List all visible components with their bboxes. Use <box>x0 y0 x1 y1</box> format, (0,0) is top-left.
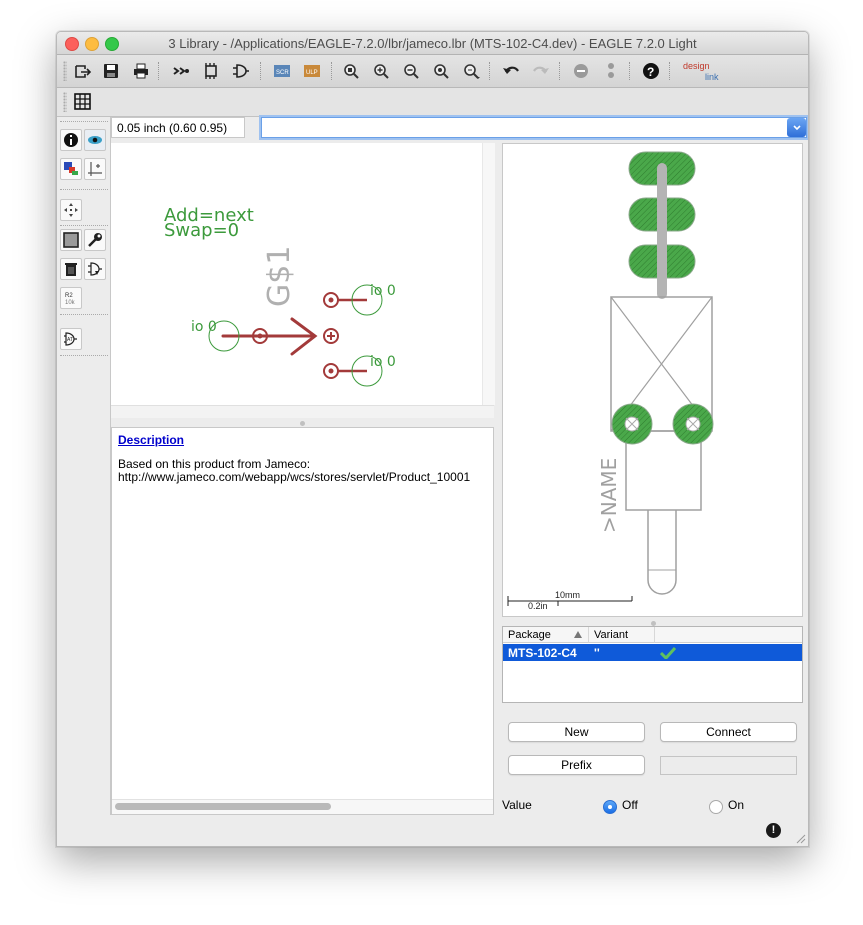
package-footprint <box>503 144 802 616</box>
palette-separator <box>60 355 108 356</box>
zoom-out-icon[interactable] <box>400 60 422 82</box>
mounting-hole-right[interactable] <box>673 404 713 444</box>
redo-icon[interactable] <box>530 60 552 82</box>
show-icon[interactable] <box>84 129 106 151</box>
table-row[interactable] <box>503 644 802 661</box>
palette-separator <box>60 189 108 190</box>
gate-name-label: G$1 <box>262 245 297 307</box>
designlink-logo[interactable] <box>681 58 731 84</box>
svg-text:10k: 10k <box>65 300 75 306</box>
help-icon[interactable] <box>640 60 662 82</box>
toolbar-separator <box>559 62 561 80</box>
title-bar <box>57 32 808 55</box>
attribute-icon[interactable] <box>60 328 82 350</box>
pin-bottom[interactable] <box>324 354 396 386</box>
value-icon[interactable] <box>60 287 82 309</box>
value-off-label[interactable]: Off <box>622 798 638 812</box>
svg-text:R2: R2 <box>65 293 73 299</box>
toolbar-separator <box>669 62 671 80</box>
toolbar-separator <box>158 62 160 80</box>
svg-text:?: ? <box>647 65 655 79</box>
splitter-handle[interactable] <box>300 421 305 426</box>
toolbar-separator <box>260 62 262 80</box>
info-icon[interactable] <box>60 129 82 151</box>
eagle-window <box>56 31 809 847</box>
zoom-fit-icon[interactable] <box>340 60 362 82</box>
coordinate-display: 0.05 inch (0.60 0.95) <box>111 117 245 138</box>
script-icon[interactable] <box>271 60 293 82</box>
redraw-icon[interactable] <box>460 60 482 82</box>
delete-icon[interactable] <box>60 258 82 280</box>
swap-level-label: Swap=0 <box>164 220 240 241</box>
prefix-button[interactable]: Prefix <box>508 755 645 775</box>
symbol-view[interactable] <box>111 143 494 417</box>
checkmark-icon <box>660 647 676 659</box>
package-view[interactable] <box>502 143 803 617</box>
status-bar <box>57 816 808 846</box>
secondary-toolbar <box>57 88 808 117</box>
palette-separator <box>60 314 108 315</box>
variant-cell: '' <box>594 646 600 660</box>
cam-icon[interactable] <box>170 60 192 82</box>
description-line: Based on this product from Jameco: <box>118 457 311 471</box>
value-on-label[interactable]: On <box>728 798 745 812</box>
column-header-connected <box>655 627 802 643</box>
board-icon[interactable] <box>200 60 222 82</box>
add-gate-icon[interactable] <box>84 258 106 280</box>
toggle-outline <box>648 510 676 594</box>
pin-label: io 0 <box>370 283 396 299</box>
zoom-select-icon[interactable] <box>430 60 452 82</box>
svg-text:design: design <box>683 61 710 71</box>
description-text <box>118 458 470 484</box>
column-header-label: Variant <box>594 629 629 641</box>
mark-icon[interactable] <box>84 158 106 180</box>
toolbar-separator <box>489 62 491 80</box>
scale-bar <box>508 590 632 611</box>
layer-display-icon[interactable] <box>60 158 82 180</box>
description-link[interactable]: Description <box>118 433 185 447</box>
group-icon[interactable] <box>60 229 82 251</box>
scrollbar-thumb[interactable] <box>115 803 331 810</box>
stop-icon[interactable] <box>570 60 592 82</box>
switch-lever <box>223 319 315 354</box>
gate-symbol <box>111 143 494 417</box>
toolbar-separator <box>331 62 333 80</box>
save-icon[interactable] <box>100 60 122 82</box>
svg-text:link: link <box>705 72 719 82</box>
tool-palette <box>57 117 111 815</box>
undo-icon[interactable] <box>500 60 522 82</box>
change-icon[interactable] <box>84 229 106 251</box>
resize-grip-icon[interactable] <box>794 832 806 844</box>
palette-separator <box>60 121 108 122</box>
scale-label-top: 10mm <box>555 590 581 600</box>
svg-text:AT: AT <box>67 337 74 343</box>
package-cell: MTS-102-C4 <box>508 646 577 660</box>
palette-separator <box>60 225 108 226</box>
sort-ascending-icon <box>574 631 582 638</box>
mounting-hole-left[interactable] <box>612 404 652 444</box>
toolbar-grip[interactable] <box>63 61 67 81</box>
chevron-down-icon <box>792 123 802 133</box>
toolbar-separator <box>629 62 631 80</box>
column-header-package[interactable] <box>503 627 589 643</box>
description-horizontal-scrollbar[interactable] <box>112 799 493 814</box>
window-title: 3 Library - /Applications/EAGLE-7.2.0/lbr/jameco.lbr (MTS-102-C4.dev) - EAGLE 7.2.0 Light <box>168 36 697 51</box>
ulp-icon[interactable] <box>301 60 323 82</box>
grid-icon[interactable] <box>72 91 94 113</box>
zoom-in-icon[interactable] <box>370 60 392 82</box>
main-toolbar <box>57 55 808 88</box>
pin-label: io 0 <box>370 354 396 370</box>
new-button[interactable]: New <box>508 722 645 742</box>
add-level-label: Add=next <box>164 205 254 226</box>
symbol-horizontal-scrollbar[interactable] <box>111 405 494 418</box>
value-label: Value <box>502 798 532 812</box>
column-header-variant[interactable] <box>589 627 655 643</box>
warning-icon[interactable]: ! <box>766 823 781 838</box>
package-table <box>502 626 803 703</box>
description-pane <box>111 427 494 815</box>
value-off-radio[interactable] <box>603 800 617 814</box>
name-placeholder: >NAME <box>597 457 621 533</box>
symbol-vertical-scrollbar[interactable] <box>482 143 495 405</box>
pin-center[interactable] <box>324 329 338 343</box>
pin-top[interactable] <box>324 283 396 315</box>
move-icon[interactable] <box>60 199 82 221</box>
value-on-radio[interactable] <box>709 800 723 814</box>
open-icon[interactable] <box>72 60 94 82</box>
svg-text:ULP: ULP <box>306 70 318 76</box>
column-header-label: Package <box>508 629 551 641</box>
print-icon[interactable] <box>130 60 152 82</box>
description-url: http://www.jameco.com/webapp/wcs/stores/servlet/Product_10001 <box>118 470 471 484</box>
schematic-icon[interactable] <box>230 60 252 82</box>
scale-label-bottom: 0.2in <box>528 601 548 611</box>
connect-button[interactable]: Connect <box>660 722 797 742</box>
toolbar-grip[interactable] <box>63 92 67 112</box>
command-input[interactable] <box>261 117 807 138</box>
svg-text:SCR: SCR <box>276 70 289 76</box>
prefix-field <box>660 756 797 775</box>
go-icon[interactable] <box>600 60 622 82</box>
pin-label: io 0 <box>191 319 217 335</box>
command-history-dropdown[interactable] <box>787 118 806 137</box>
